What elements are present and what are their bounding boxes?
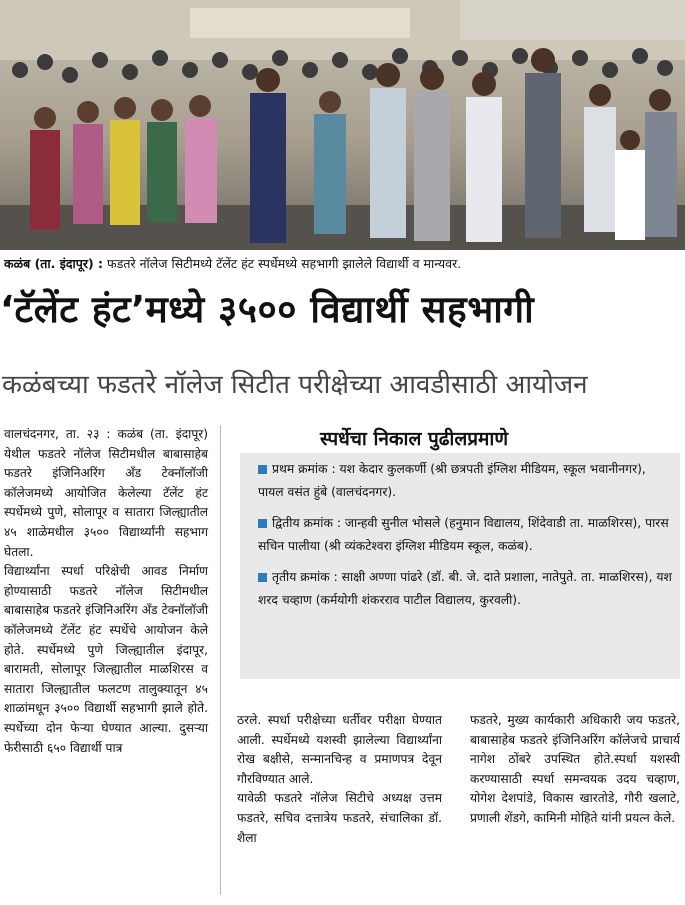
headline: ‘टॅलेंट हंट’मध्ये ३५०० विद्यार्थी सहभागी	[0, 288, 535, 331]
column-divider	[220, 425, 221, 895]
results-title: स्पर्धेचा निकाल पुढीलप्रमाणे	[320, 428, 509, 450]
square-bullet-icon	[258, 573, 267, 582]
paragraph: ठरले. स्पर्धा परीक्षेच्या धर्तीवर परीक्षा घेण्यात आली. स्पर्धेमध्ये यशस्वी झालेल्या विद्यार्थ्यांना रोख बक्षीसे, सन्मानचिन्ह व प्रमाणपत्र देवून गौरविण्यात आले.	[237, 713, 442, 786]
square-bullet-icon	[258, 465, 267, 474]
caption-text: फडतरे नॉलेज सिटीमध्ये टॅलेंट हंट स्पर्धेमध्ये सहभागी झालेले विद्यार्थी व मान्यवर.	[103, 256, 462, 271]
results-box	[240, 453, 680, 679]
article-column-1	[4, 425, 208, 758]
result-text: तृतीय क्रमांक : साक्षी अण्णा पांढरे (डॉ. बी. जे. दाते प्रशाला, नातेपुते. ता. माळशिरस), यश शरद चव्हाण (कर्मयोगी शंकरराव पाटील विद्यालय, कुरवली).	[258, 570, 672, 607]
result-item-second	[258, 512, 672, 558]
result-text: प्रथम क्रमांक : यश केदार कुलकर्णी (श्री छत्रपती इंग्लिश मीडियम, स्कूल भवानीनगर), पायल वसंत हुंबे (वालचंदनगर).	[258, 462, 646, 499]
paragraph: वालचंदनगर, ता. २३ : कळंब (ता. इंदापूर) येथील फडतरे नॉलेज सिटीमधील बाबासाहेब फडतरे इंजिनिअरिंग अँड टेक्नॉलॉजी कॉलेजमध्ये आयोजित केलेल्या टॅलेंट हंट स्पर्धेमध्ये पुणे, सोलापूर व सातारा जिल्ह्यातील ४५ शाळेमधील ३५०० विद्यार्थ्यांनी सहभाग घेतला.	[4, 427, 208, 559]
square-bullet-icon	[258, 519, 267, 528]
photo-caption	[4, 255, 684, 272]
paragraph: यावेळी फडतरे नॉलेज सिटीचे अध्यक्ष उत्तम फडतरे, सचिव दत्तात्रेय फडतरे, संचालिका डॉ. शैला	[237, 791, 442, 845]
article-column-2	[237, 711, 442, 848]
paragraph: फडतरे, मुख्य कार्यकारी अधिकारी जय फडतरे, बाबासाहेब फडतरे इंजिनिअरिंग कॉलेजचे प्राचार्य नागेश ठोंबरे उपस्थित होते.स्पर्धा यशस्वी करण्यासाठी स्पर्धा समन्वयक उदय चव्हाण, योगेश देशपांडे, विकास खारतोडे, गौरी खलाटे, प्रणाली शेंडगे, कामिनी मोहिते यांनी प्रयत्न केले.	[470, 713, 680, 825]
result-item-third	[258, 566, 672, 612]
caption-place: कळंब (ता. इंदापूर) :	[4, 256, 104, 271]
paragraph: विद्यार्थ्यांना स्पर्धा परिक्षेची आवड निर्माण होण्यासाठी फडतरे नॉलेज सिटीमधील बाबासाहेब फडतरे इंजिनिअरिंग अँड टेक्नॉलॉजी कॉलेजमध्ये टॅलेंट हंट स्पर्धेचे आयोजन केले होते. स्पर्धेमध्ये पुणे जिल्ह्यातील इंदापूर, बारामती, सोलापूर जिल्ह्यातील माळशिरस व सातारा जिल्ह्यातील फलटण तालुक्यातून ४५ शाळांमधून ३५०० विद्यार्थी सहभागी झाले होते. स्पर्धेच्या दोन फेऱ्या घेण्यात आल्या. दुसऱ्या फेरीसाठी ६५० विद्यार्थी पात्र	[4, 564, 208, 755]
news-photo	[0, 0, 685, 250]
result-text: द्वितीय क्रमांक : जान्हवी सुनील भोसले (हनुमान विद्यालय, शिंदेवाडी ता. माळशिरस), पारस सचिन पालीया (श्री व्यंकटेश्वरा इंग्लिश मीडियम स्कूल, कळंब).	[258, 516, 669, 553]
group-photo-icon	[0, 0, 685, 250]
subheadline: कळंबच्या फडतरे नॉलेज सिटीत परीक्षेच्या आवडीसाठी आयोजन	[2, 370, 588, 400]
article-column-3	[470, 711, 680, 829]
result-item-first	[258, 458, 672, 504]
